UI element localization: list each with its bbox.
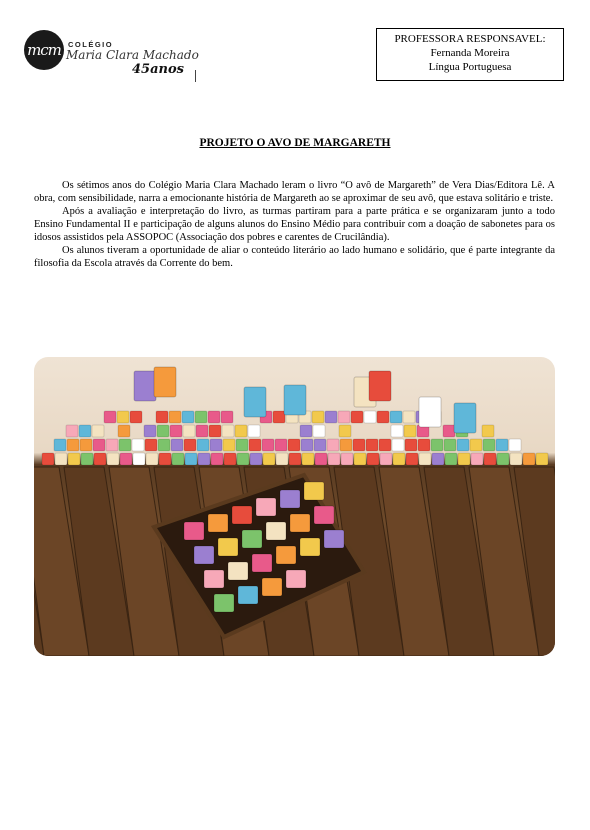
- soap-bar: [262, 439, 274, 451]
- basket-soap: [238, 586, 258, 604]
- basket-soap: [214, 594, 234, 612]
- basket-soap: [208, 514, 228, 532]
- soap-bar: [315, 453, 327, 465]
- soap-bar: [132, 439, 144, 451]
- soap-bar: [405, 439, 417, 451]
- soap-bar: [55, 453, 67, 465]
- soap-bar: [523, 453, 535, 465]
- soap-bar: [93, 439, 105, 451]
- soap-bar: [327, 439, 339, 451]
- soap-bar: [314, 439, 326, 451]
- soap-bar: [470, 439, 482, 451]
- soap-bar: [171, 439, 183, 451]
- logo-anniversary: 45anos: [132, 62, 184, 77]
- soap-bar: [432, 453, 444, 465]
- soap-bar: [209, 425, 221, 437]
- soap-box: [419, 397, 441, 427]
- soap-bar: [80, 439, 92, 451]
- soap-bar: [224, 453, 236, 465]
- logo-colegio-label: COLÉGIO: [68, 40, 114, 49]
- logo-school-name: Maria Clara Machado: [66, 48, 199, 62]
- soap-bar: [300, 425, 312, 437]
- basket-soap: [184, 522, 204, 540]
- soap-bar: [79, 425, 91, 437]
- soap-bar: [250, 453, 262, 465]
- soap-bar: [118, 425, 130, 437]
- basket-soap: [252, 554, 272, 572]
- soap-bar: [391, 425, 403, 437]
- soap-bar: [248, 425, 260, 437]
- soap-bar: [338, 411, 350, 423]
- page-title: PROJETO O AVO DE MARGARETH: [199, 137, 391, 149]
- soap-bar: [496, 439, 508, 451]
- basket-soap: [218, 538, 238, 556]
- professor-heading: PROFESSORA RESPONSAVEL:: [394, 33, 546, 45]
- logo-divider: [195, 70, 196, 82]
- soap-bar: [119, 439, 131, 451]
- soap-bar: [223, 439, 235, 451]
- soap-bar: [418, 439, 430, 451]
- soap-bar: [289, 453, 301, 465]
- soap-bar: [497, 453, 509, 465]
- soap-bar: [404, 425, 416, 437]
- soap-bar: [419, 453, 431, 465]
- soap-bar: [120, 453, 132, 465]
- basket-soap: [228, 562, 248, 580]
- basket-soap: [276, 546, 296, 564]
- soap-bar: [275, 439, 287, 451]
- soap-bar: [249, 439, 261, 451]
- basket-soap: [304, 482, 324, 500]
- soap-bar: [353, 439, 365, 451]
- soap-bar: [222, 425, 234, 437]
- soap-bar: [482, 425, 494, 437]
- soap-bar: [445, 453, 457, 465]
- soap-bar: [263, 453, 275, 465]
- soap-bar: [198, 453, 210, 465]
- soap-bar: [106, 439, 118, 451]
- soap-bar: [211, 453, 223, 465]
- soap-bar: [510, 453, 522, 465]
- basket-soap: [266, 522, 286, 540]
- soap-bar: [130, 411, 142, 423]
- soap-bar: [457, 439, 469, 451]
- soap-bar: [146, 453, 158, 465]
- paragraph: Os alunos tiveram a oportunidade de aliar o conteúdo literário ao lado humano e solidário, que é parte integrante da filosofia da Escola através da Corrente do bem.: [34, 245, 555, 269]
- professor-name: Fernanda Moreira: [430, 47, 510, 59]
- soap-bar: [182, 411, 194, 423]
- soap-bar: [392, 439, 404, 451]
- soap-bar: [312, 411, 324, 423]
- soap-bar: [197, 439, 209, 451]
- soap-bar: [354, 453, 366, 465]
- soap-bar: [393, 453, 405, 465]
- soap-bar: [195, 411, 207, 423]
- soap-bar: [471, 453, 483, 465]
- soap-bar: [339, 425, 351, 437]
- body-text: [34, 179, 555, 270]
- soap-bar: [54, 439, 66, 451]
- soap-bar: [133, 453, 145, 465]
- soap-bar: [183, 425, 195, 437]
- soap-bar: [351, 411, 363, 423]
- soap-box: [244, 387, 266, 417]
- soap-bar: [145, 439, 157, 451]
- basket-soap: [286, 570, 306, 588]
- basket-soap: [290, 514, 310, 532]
- soap-bar: [302, 453, 314, 465]
- photo-illustration: [34, 357, 555, 656]
- basket-soap: [300, 538, 320, 556]
- soap-bar: [157, 425, 169, 437]
- paragraph: Os sétimos anos do Colégio Maria Clara Machado leram o livro “O avô de Margareth” de Vera Dias/Editora Lê. A obra, com sensibilidade, narra a emocionante história de Margareth ao se aproximar de seu avô, que estava solitário e triste.: [34, 180, 555, 204]
- soap-bar: [159, 453, 171, 465]
- soap-bar: [328, 453, 340, 465]
- soap-bar: [185, 453, 197, 465]
- soap-bar: [273, 411, 285, 423]
- professor-info-box: [376, 28, 564, 81]
- soap-bar: [208, 411, 220, 423]
- soap-bar: [431, 439, 443, 451]
- soap-bar: [301, 439, 313, 451]
- basket-soap: [232, 506, 252, 524]
- soap-bar: [403, 411, 415, 423]
- soap-bar: [379, 439, 391, 451]
- soap-bar: [443, 425, 455, 437]
- basket-soap: [242, 530, 262, 548]
- soap-bar: [364, 411, 376, 423]
- paragraph: Após a avaliação e interpretação do livro, as turmas partiram para a parte prática e se organizaram junto a todo Ensino Fundamental II e participação de alguns alunos do Ensino Médio para contribuir com a doação de sabonetes para os idosos assistidos pela ASSOPOC (Associação dos pobres e carentes de Crucilândia).: [34, 206, 555, 243]
- soap-bar: [104, 411, 116, 423]
- soap-bar: [68, 453, 80, 465]
- soap-bar: [172, 453, 184, 465]
- soap-bar: [66, 425, 78, 437]
- soap-box: [134, 371, 156, 401]
- soap-bar: [156, 411, 168, 423]
- logo-monogram: mcm: [24, 30, 64, 70]
- soap-box: [284, 385, 306, 415]
- soap-bar: [483, 439, 495, 451]
- school-logo: [24, 28, 204, 84]
- basket-soap: [204, 570, 224, 588]
- soap-bar: [276, 453, 288, 465]
- soap-bar: [42, 453, 54, 465]
- soap-donation-photo: [34, 357, 555, 656]
- soap-bar: [67, 439, 79, 451]
- soap-box: [369, 371, 391, 401]
- soap-bar: [509, 439, 521, 451]
- basket-soap: [280, 490, 300, 508]
- soap-bar: [288, 439, 300, 451]
- soap-bar: [117, 411, 129, 423]
- soap-bar: [380, 453, 392, 465]
- soap-bar: [458, 453, 470, 465]
- basket-soap: [194, 546, 214, 564]
- soap-bar: [341, 453, 353, 465]
- soap-bar: [340, 439, 352, 451]
- soap-bar: [237, 453, 249, 465]
- soap-bar: [158, 439, 170, 451]
- professor-subject: Língua Portuguesa: [428, 61, 512, 73]
- soap-bar: [236, 439, 248, 451]
- soap-bar: [444, 439, 456, 451]
- soap-bar: [390, 411, 402, 423]
- soap-bar: [170, 425, 182, 437]
- basket-soap: [256, 498, 276, 516]
- soap-bar: [92, 425, 104, 437]
- soap-box: [154, 367, 176, 397]
- soap-bar: [169, 411, 181, 423]
- basket-soap: [324, 530, 344, 548]
- soap-bar: [210, 439, 222, 451]
- soap-bar: [366, 439, 378, 451]
- soap-bar: [406, 453, 418, 465]
- soap-bar: [377, 411, 389, 423]
- soap-bar: [107, 453, 119, 465]
- soap-bar: [367, 453, 379, 465]
- soap-bar: [81, 453, 93, 465]
- soap-bar: [484, 453, 496, 465]
- basket-soap: [262, 578, 282, 596]
- soap-bar: [536, 453, 548, 465]
- soap-bar: [221, 411, 233, 423]
- soap-bar: [94, 453, 106, 465]
- soap-bar: [313, 425, 325, 437]
- soap-bar: [144, 425, 156, 437]
- soap-bar: [235, 425, 247, 437]
- soap-bar: [325, 411, 337, 423]
- soap-bar: [196, 425, 208, 437]
- basket-soap: [314, 506, 334, 524]
- soap-bar: [184, 439, 196, 451]
- soap-box: [454, 403, 476, 433]
